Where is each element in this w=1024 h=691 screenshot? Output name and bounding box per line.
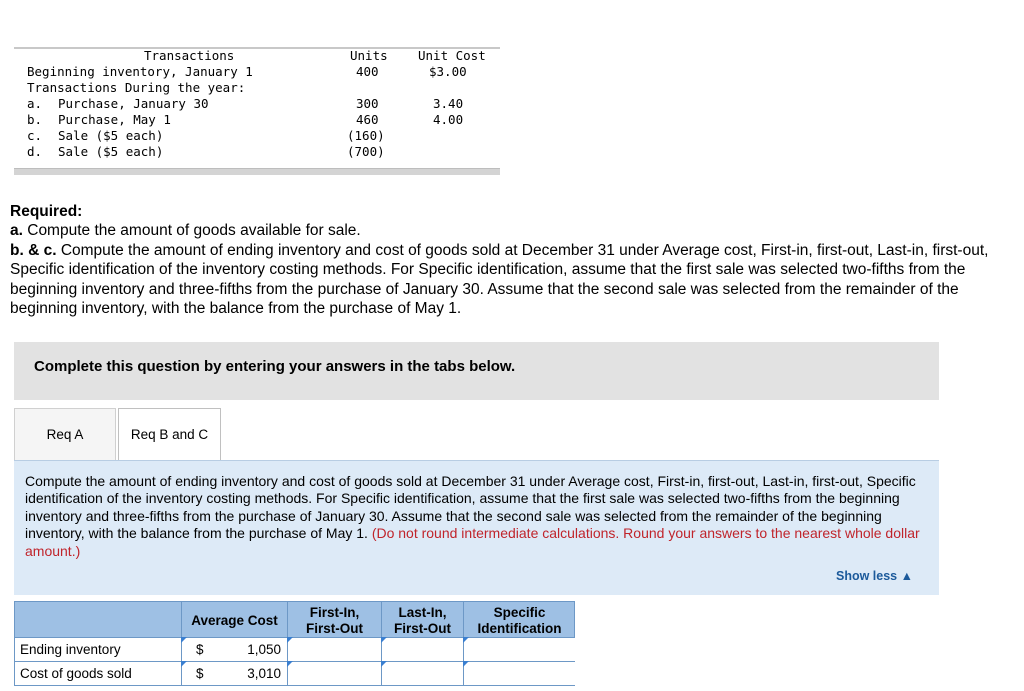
input-flag-icon (381, 637, 387, 643)
table-row (14, 128, 500, 144)
header-fifo: First-In, First-Out (287, 602, 381, 639)
row-letter: b. (27, 112, 43, 127)
input-flag-icon (463, 661, 469, 667)
table-bottom-rule (14, 168, 500, 175)
table-row (14, 662, 575, 686)
row-label: Sale ($5 each) (58, 128, 164, 143)
req-a-label: a. (10, 222, 23, 240)
row-units: (700) (347, 144, 385, 159)
input-flag-icon (381, 661, 387, 667)
row-cost: 4.00 (433, 112, 464, 127)
beginning-units: 400 (356, 64, 379, 79)
row-units: 300 (356, 96, 379, 111)
row-units: (160) (347, 128, 385, 143)
table-header-row (14, 48, 500, 64)
row-label: Purchase, January 30 (58, 96, 209, 111)
panel-instructions (25, 473, 930, 560)
ending-inventory-lifo-input[interactable] (381, 638, 463, 661)
answer-table (14, 601, 575, 691)
row-label-cost-of-goods-sold: Cost of goods sold (20, 666, 132, 681)
currency-symbol: $ (196, 642, 204, 657)
ending-inventory-fifo-input[interactable] (287, 638, 381, 661)
triangle-up-icon: ▲ (900, 569, 913, 583)
req-bc-text: Compute the amount of ending inventory and cost of goods sold at December 31 under Average cost, First-in, first-out, Last-in, first-out, Specific identification of the inventory costing methods. For Specific identification, assume that the first sale was selected two-fifths from the beginning inventory and three-fifths from the purchase of January 30. Assume that the second sale was selected from the remainder of the beginning inventory, with the balance from the purchase of May 1. (10, 241, 989, 318)
row-cost: 3.40 (433, 96, 464, 111)
row-label-ending-inventory: Ending inventory (20, 642, 121, 657)
ending-inventory-specific-input[interactable] (463, 638, 575, 661)
table-row (14, 638, 575, 662)
row-letter: c. (27, 128, 43, 143)
panel-instructions-text: Compute the amount of ending inventory and cost of goods sold at December 31 under Average cost, First-in, first-out, Last-in, first-out, Specific identification of the inventory costing methods. For Specific identification, assume that the first sale was selected two-fifths from the beginning inventory and three-fifths from the purchase of January 30. Assume that the second sale was selected from the remainder of the beginning inventory, with the balance from the purchase of May 1. (25, 473, 916, 542)
header-average-cost: Average Cost (181, 602, 287, 639)
instructions-banner (14, 342, 939, 400)
during-year-label: Transactions During the year: (27, 80, 246, 95)
required-section (10, 202, 1020, 318)
required-heading: Required: (10, 203, 83, 220)
beginning-label: Beginning inventory, January 1 (27, 64, 253, 79)
ending-inventory-average-value: 1,050 (247, 642, 281, 657)
req-bc-label: b. & c. (10, 241, 57, 259)
row-label: Sale ($5 each) (58, 144, 164, 159)
row-letter: d. (27, 144, 43, 159)
transactions-table (14, 47, 500, 175)
header-unit-cost: Unit Cost (418, 48, 486, 63)
input-flag-icon (181, 637, 187, 643)
beginning-inventory-row (14, 64, 500, 80)
ending-inventory-average-input[interactable] (181, 638, 287, 661)
table-row (14, 96, 500, 112)
input-flag-icon (287, 661, 293, 667)
table-row (14, 144, 500, 160)
banner-text: Complete this question by entering your answers in the tabs below. (34, 358, 516, 375)
tab-req-b-and-c[interactable]: Req B and C (118, 408, 221, 460)
beginning-cost: $3.00 (429, 64, 467, 79)
show-less-link[interactable] (836, 569, 913, 583)
during-year-row (14, 80, 500, 96)
cogs-fifo-input[interactable] (287, 662, 381, 685)
row-label: Purchase, May 1 (58, 112, 171, 127)
question-panel (14, 460, 939, 595)
header-specific: Specific Identification (463, 602, 575, 639)
header-units: Units (350, 48, 388, 63)
input-flag-icon (287, 637, 293, 643)
show-less-label: Show less (836, 569, 898, 583)
cogs-lifo-input[interactable] (381, 662, 463, 685)
header-transactions: Transactions (144, 48, 235, 63)
header-lifo: Last-In, First-Out (381, 602, 463, 639)
input-flag-icon (463, 637, 469, 643)
row-letter: a. (27, 96, 43, 111)
currency-symbol: $ (196, 666, 204, 681)
rounding-note: (Do not round intermediate calculations. Round your answers to the nearest whole dollar amount.) (25, 525, 920, 559)
req-a-text: Compute the amount of goods available for sale. (22, 222, 361, 240)
cogs-average-input[interactable] (181, 662, 287, 685)
row-units: 460 (356, 112, 379, 127)
answer-header-row (14, 601, 575, 638)
table-row (14, 112, 500, 128)
cogs-specific-input[interactable] (463, 662, 575, 685)
input-flag-icon (181, 661, 187, 667)
tab-req-a[interactable]: Req A (14, 408, 116, 460)
cogs-average-value: 3,010 (247, 666, 281, 681)
